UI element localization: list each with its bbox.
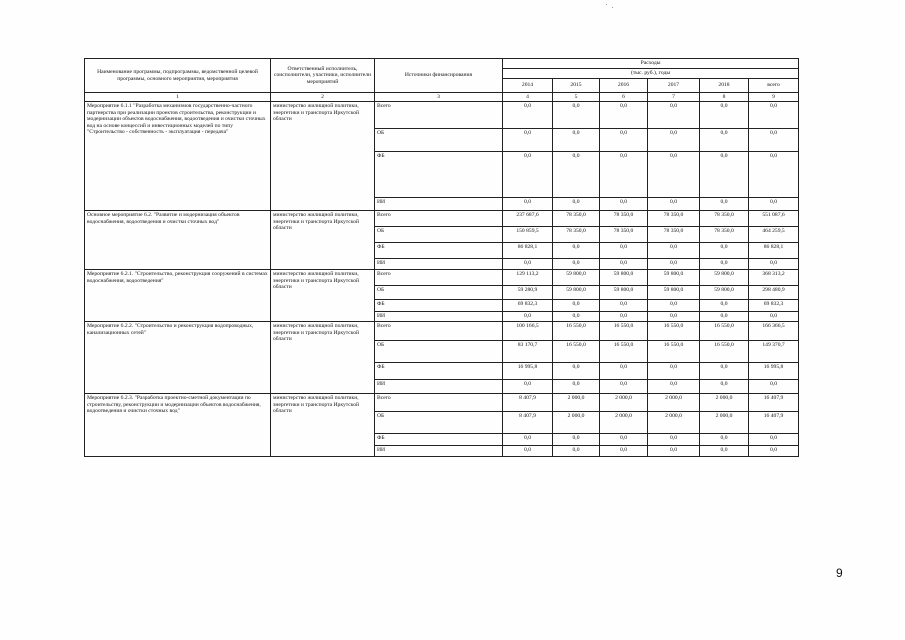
value-2016: 78 350,0	[600, 211, 648, 227]
scan-speck	[612, 7, 613, 8]
value-2018: 59 800,0	[700, 270, 749, 286]
financing-table	[84, 58, 799, 457]
value-2018: 0,0	[700, 300, 749, 312]
value-2018: 0,0	[700, 102, 749, 129]
value-2015: 0,0	[553, 152, 600, 198]
value-2014: 0,0	[503, 198, 553, 211]
table-row	[85, 102, 799, 129]
col-number: 4	[503, 93, 553, 102]
value-2017: 78 350,0	[648, 227, 700, 243]
value-2018: 0,0	[700, 259, 749, 270]
value-2018: 16 550,0	[700, 322, 749, 341]
value-2018: 0,0	[700, 152, 749, 198]
value-2017: 59 800,0	[648, 286, 700, 300]
value-2014: 0,0	[503, 312, 553, 322]
measure-name: Основное мероприятие 6.2. "Развитие и модернизация объектов водоснабжения, водоотведения и очистки сточных вод"	[85, 211, 271, 270]
funding-source: Всего	[375, 394, 503, 412]
funding-source: ФБ	[375, 300, 503, 312]
value-2015: 16 550,0	[553, 341, 600, 363]
funding-source: Всего	[375, 211, 503, 227]
value-2015: 0,0	[553, 129, 600, 152]
header-year: 2015	[553, 79, 600, 93]
value-2018: 0,0	[700, 434, 749, 446]
measure-executor: министерство жилищной политики, энергетики и транспорта Иркутской области	[271, 394, 375, 457]
value-2015: 0,0	[553, 312, 600, 322]
value-2014: 129 113,2	[503, 270, 553, 286]
value-total: 0,0	[749, 380, 799, 394]
value-total: 16 995,8	[749, 363, 799, 380]
value-2018: 59 800,0	[700, 286, 749, 300]
value-2018: 2 000,0	[700, 412, 749, 434]
value-2014: 83 170,7	[503, 341, 553, 363]
value-2017: 0,0	[648, 102, 700, 129]
header-year: 2014	[503, 79, 553, 93]
value-2018: 0,0	[700, 198, 749, 211]
value-2014: 8 407,9	[503, 412, 553, 434]
col-number: 7	[648, 93, 700, 102]
value-2015: 2 000,0	[553, 394, 600, 412]
header-expenses: Расходы	[503, 59, 799, 69]
value-2016: 16 550,0	[600, 341, 648, 363]
funding-source: ИИ	[375, 446, 503, 457]
value-2015: 0,0	[553, 363, 600, 380]
value-total: 0,0	[749, 152, 799, 198]
value-2015: 0,0	[553, 380, 600, 394]
value-2017: 0,0	[648, 380, 700, 394]
value-2014: 100 166,5	[503, 322, 553, 341]
value-2014: 0,0	[503, 152, 553, 198]
value-total: 0,0	[749, 312, 799, 322]
col-number: 9	[749, 93, 799, 102]
value-2017: 0,0	[648, 198, 700, 211]
value-2015: 0,0	[553, 446, 600, 457]
table-row	[85, 211, 799, 227]
measure-executor: министерство жилищной политики, энергетики и транспорта Иркутской области	[271, 270, 375, 322]
value-2015: 78 350,0	[553, 227, 600, 243]
funding-source: Всего	[375, 270, 503, 286]
value-total: 149 370,7	[749, 341, 799, 363]
funding-source: ФБ	[375, 243, 503, 259]
measure-name: Мероприятие 6.2.2. "Строительство и реконструкция водопроводных, канализационных сетей"	[85, 322, 271, 394]
value-2017: 0,0	[648, 243, 700, 259]
funding-source: Всего	[375, 102, 503, 129]
funding-source: Всего	[375, 322, 503, 341]
value-2017: 0,0	[648, 152, 700, 198]
value-2017: 0,0	[648, 259, 700, 270]
col-number: 6	[600, 93, 648, 102]
value-2016: 0,0	[600, 198, 648, 211]
value-2014: 237 687,6	[503, 211, 553, 227]
value-2016: 0,0	[600, 363, 648, 380]
funding-source: ОБ	[375, 412, 503, 434]
value-2014: 8 407,9	[503, 394, 553, 412]
measure-executor: министерство жилищной политики, энергетики и транспорта Иркутской области	[271, 322, 375, 394]
measure-executor: министерство жилищной политики, энергетики и транспорта Иркутской области	[271, 211, 375, 270]
value-2016: 0,0	[600, 434, 648, 446]
value-2017: 2 000,0	[648, 412, 700, 434]
value-2015: 0,0	[553, 102, 600, 129]
page-number: 9	[836, 566, 843, 580]
value-2018: 0,0	[700, 312, 749, 322]
measure-name: Мероприятие 6.2.3. "Разработка проектно-сметной документации по строительству, реконструкции и модернизации объектов водоснабжения, водоотведения и очистки сточных вод"	[85, 394, 271, 457]
header-units: (тыс. руб.), годы	[503, 69, 799, 79]
value-2016: 16 550,0	[600, 322, 648, 341]
value-2017: 0,0	[648, 434, 700, 446]
value-2016: 0,0	[600, 259, 648, 270]
col-number: 5	[553, 93, 600, 102]
value-total: 166 366,5	[749, 322, 799, 341]
col-number: 8	[700, 93, 749, 102]
funding-source: ФБ	[375, 434, 503, 446]
value-2014: 0,0	[503, 446, 553, 457]
value-2017: 2 000,0	[648, 394, 700, 412]
value-2018: 2 000,0	[700, 394, 749, 412]
value-total: 464 259,5	[749, 227, 799, 243]
funding-source: ИИ	[375, 259, 503, 270]
value-2014: 0,0	[503, 259, 553, 270]
col-number: 3	[375, 93, 503, 102]
value-2014: 0,0	[503, 380, 553, 394]
measure-name: Мероприятие 6.1.1 "Разработка механизмов государственно-частного партнерства при реализации проектов строительства, реконструкции и модернизации объектов водоснабжения, водоотведения и очистки сточных вод на основе концессий и инвестиционных моделей по типу "Строительство - собственность - эксплуатация - передача"	[85, 102, 271, 211]
table-row	[85, 270, 799, 286]
table-body	[85, 102, 799, 457]
value-2018: 78 350,0	[700, 211, 749, 227]
funding-source: ОБ	[375, 341, 503, 363]
value-2014: 0,0	[503, 434, 553, 446]
measure-name: Мероприятие 6.2.1. "Строительство, реконструкция сооружений в системах водоснабжения, водоотведения"	[85, 270, 271, 322]
funding-source: ИИ	[375, 198, 503, 211]
value-total: 0,0	[749, 198, 799, 211]
value-2016: 0,0	[600, 446, 648, 457]
value-2015: 0,0	[553, 243, 600, 259]
value-2015: 59 800,0	[553, 270, 600, 286]
table-row	[85, 322, 799, 341]
value-2016: 59 800,0	[600, 286, 648, 300]
value-2016: 78 350,0	[600, 227, 648, 243]
value-2014: 0,0	[503, 102, 553, 129]
value-2015: 0,0	[553, 300, 600, 312]
header-year: 2018	[700, 79, 749, 93]
value-2018: 0,0	[700, 129, 749, 152]
header-name: Наименование программы, подпрограммы, ведомственной целевой программы, основного мероприятия, мероприятия	[85, 59, 271, 93]
value-2017: 0,0	[648, 446, 700, 457]
value-2017: 78 350,0	[648, 211, 700, 227]
measure-executor: министерство жилищной политики, энергетики и транспорта Иркутской области	[271, 102, 375, 211]
col-number: 1	[85, 93, 271, 102]
header-year: 2017	[648, 79, 700, 93]
value-2016: 0,0	[600, 300, 648, 312]
value-2018: 0,0	[700, 243, 749, 259]
funding-source: ОБ	[375, 129, 503, 152]
scan-speck	[606, 4, 607, 5]
value-2015: 78 350,0	[553, 211, 600, 227]
value-2014: 59 280,9	[503, 286, 553, 300]
value-2017: 16 550,0	[648, 341, 700, 363]
value-2017: 0,0	[648, 129, 700, 152]
value-2018: 0,0	[700, 380, 749, 394]
value-total: 0,0	[749, 259, 799, 270]
value-total: 298 480,9	[749, 286, 799, 300]
header-total: всего	[749, 79, 799, 93]
funding-source: ИИ	[375, 380, 503, 394]
value-2015: 59 800,0	[553, 286, 600, 300]
funding-source: ФБ	[375, 363, 503, 380]
value-2017: 0,0	[648, 300, 700, 312]
col-number: 2	[271, 93, 375, 102]
funding-source: ФБ	[375, 152, 503, 198]
table-row	[85, 394, 799, 412]
value-total: 0,0	[749, 434, 799, 446]
header-executor: Ответственный исполнитель, соисполнители, участники, исполнители мероприятий	[271, 59, 375, 93]
value-2014: 0,0	[503, 129, 553, 152]
value-2014: 69 832,3	[503, 300, 553, 312]
value-total: 69 832,3	[749, 300, 799, 312]
funding-source: ИИ	[375, 312, 503, 322]
value-2017: 59 800,0	[648, 270, 700, 286]
value-total: 86 828,1	[749, 243, 799, 259]
value-2018: 0,0	[700, 446, 749, 457]
value-2017: 16 550,0	[648, 322, 700, 341]
funding-source: ОБ	[375, 227, 503, 243]
value-2016: 0,0	[600, 152, 648, 198]
value-2017: 0,0	[648, 363, 700, 380]
value-2015: 0,0	[553, 434, 600, 446]
value-total: 0,0	[749, 446, 799, 457]
value-2015: 0,0	[553, 259, 600, 270]
value-2014: 86 828,1	[503, 243, 553, 259]
value-2016: 2 000,0	[600, 412, 648, 434]
value-2014: 150 859,5	[503, 227, 553, 243]
value-total: 16 407,9	[749, 394, 799, 412]
value-total: 0,0	[749, 129, 799, 152]
value-2015: 0,0	[553, 198, 600, 211]
value-total: 551 087,6	[749, 211, 799, 227]
value-2016: 0,0	[600, 102, 648, 129]
funding-source: ОБ	[375, 286, 503, 300]
value-2016: 0,0	[600, 380, 648, 394]
value-total: 0,0	[749, 102, 799, 129]
value-2014: 16 995,8	[503, 363, 553, 380]
value-2018: 16 550,0	[700, 341, 749, 363]
value-total: 16 407,9	[749, 412, 799, 434]
value-2015: 16 550,0	[553, 322, 600, 341]
header-year: 2016	[600, 79, 648, 93]
value-total: 368 313,2	[749, 270, 799, 286]
value-2016: 0,0	[600, 129, 648, 152]
value-2017: 0,0	[648, 312, 700, 322]
value-2016: 0,0	[600, 243, 648, 259]
value-2016: 59 800,0	[600, 270, 648, 286]
header-source: Источники финансирования	[375, 59, 503, 93]
value-2018: 78 350,0	[700, 227, 749, 243]
value-2016: 0,0	[600, 312, 648, 322]
value-2016: 2 000,0	[600, 394, 648, 412]
value-2015: 2 000,0	[553, 412, 600, 434]
value-2018: 0,0	[700, 363, 749, 380]
